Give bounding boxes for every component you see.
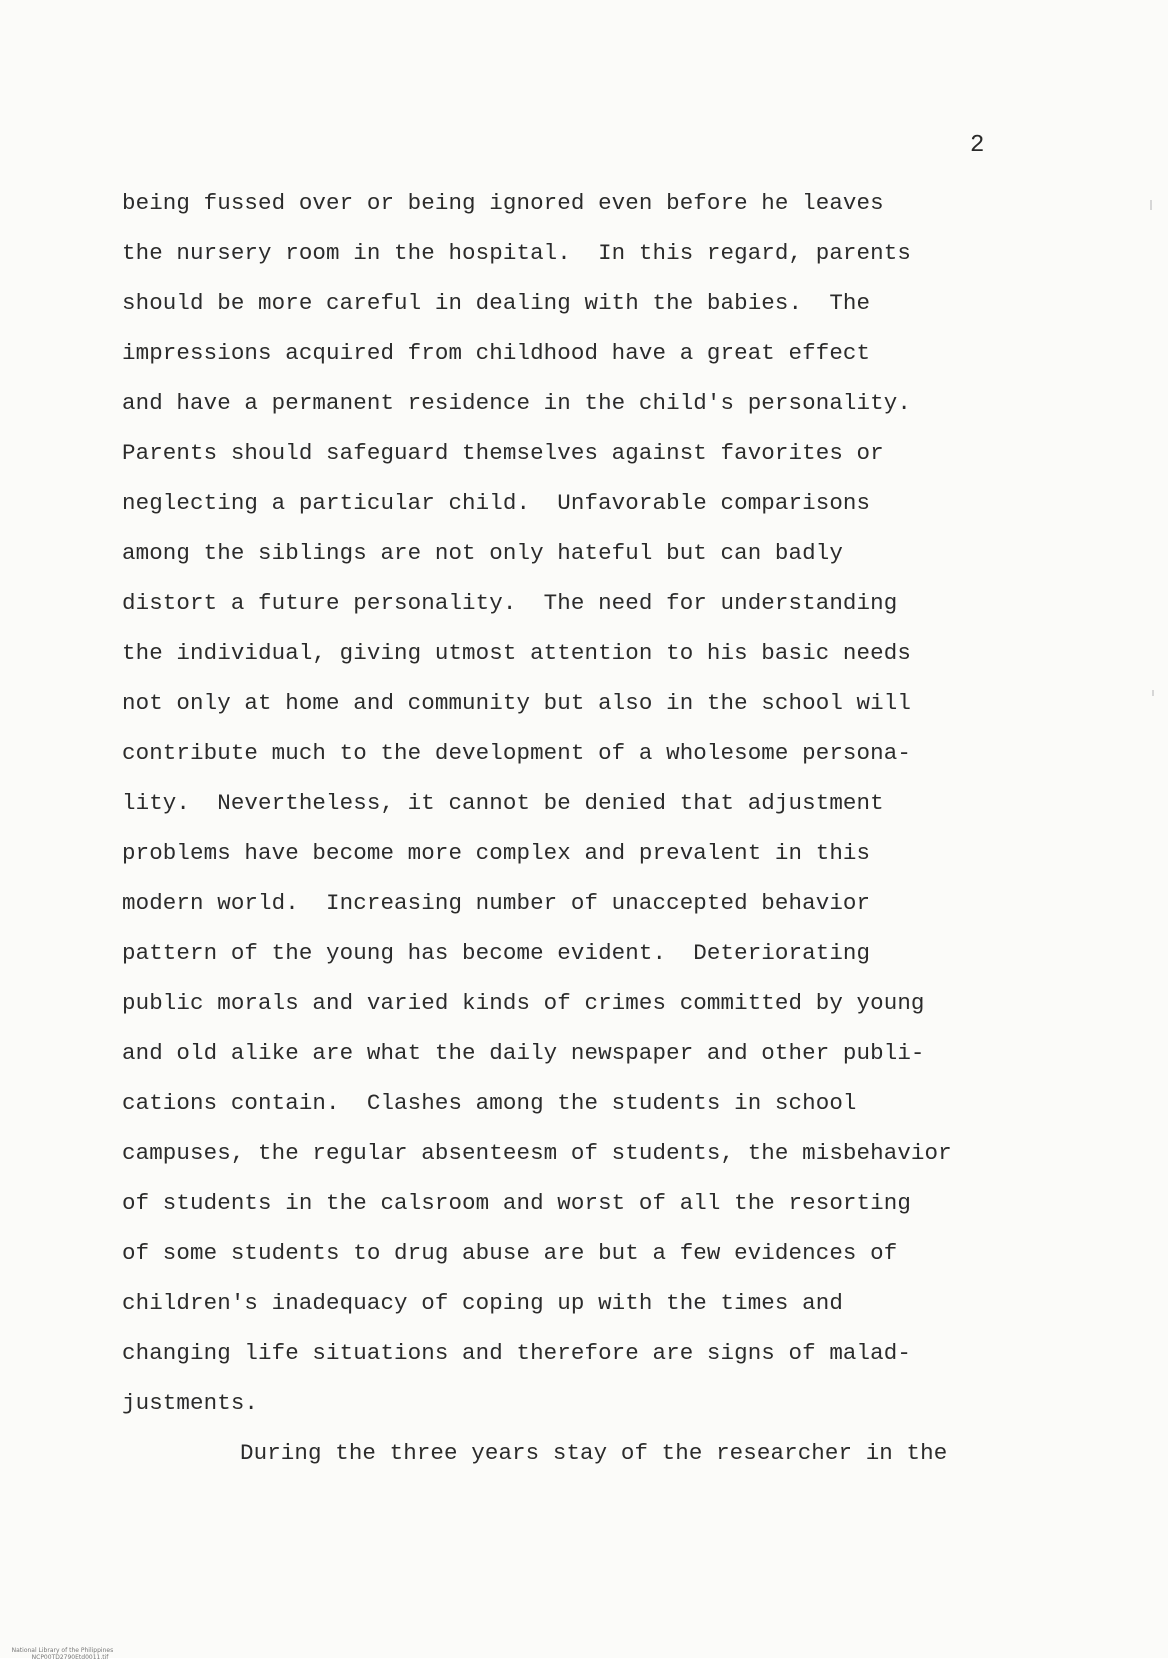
text-line: pattern of the young has become evident. Deteriorating [122,940,871,966]
text-line-paragraph-start: During the three years stay of the researcher in the [240,1440,948,1466]
text-line: the individual, giving utmost attention to his basic needs [122,640,911,666]
scan-footer [4,1640,113,1668]
text-line: neglecting a particular child. Unfavorable comparisons [122,490,871,516]
text-line: Parents should safeguard themselves against favorites or [122,440,884,466]
footer-file-id: NCP00TD2790Etd0011.tif [31,1654,109,1661]
text-line: among the siblings are not only hateful but can badly [122,540,843,566]
text-line: being fussed over or being ignored even before he leaves [122,190,884,216]
scan-mark [1150,200,1152,210]
footer-library: National Library of the Philippines [11,1647,114,1654]
text-line: justments. [122,1390,259,1416]
text-line: of students in the calsroom and worst of all the resorting [122,1190,911,1216]
text-line: and have a permanent residence in the child's personality. [122,390,911,416]
text-line: cations contain. Clashes among the students in school [122,1090,857,1116]
text-line: children's inadequacy of coping up with the times and [122,1290,843,1316]
text-line: modern world. Increasing number of unaccepted behavior [122,890,871,916]
text-line: problems have become more complex and prevalent in this [122,840,871,866]
text-line: and old alike are what the daily newspaper and other publi- [122,1040,925,1066]
page-number: 2 [970,132,985,159]
scan-mark [1152,690,1154,696]
text-line: campuses, the regular absenteesm of students, the misbehavior [122,1140,952,1166]
text-line: not only at home and community but also in the school will [122,690,911,716]
text-line: should be more careful in dealing with the babies. The [122,290,871,316]
text-line: impressions acquired from childhood have a great effect [122,340,871,366]
text-line: lity. Nevertheless, it cannot be denied that adjustment [122,790,884,816]
text-line: distort a future personality. The need for understanding [122,590,898,616]
text-line: changing life situations and therefore are signs of malad- [122,1340,911,1366]
text-line: the nursery room in the hospital. In this regard, parents [122,240,911,266]
text-line: of some students to drug abuse are but a few evidences of [122,1240,898,1266]
text-line: public morals and varied kinds of crimes committed by young [122,990,925,1016]
body-text [122,178,1042,1478]
text-line: contribute much to the development of a wholesome persona- [122,740,911,766]
